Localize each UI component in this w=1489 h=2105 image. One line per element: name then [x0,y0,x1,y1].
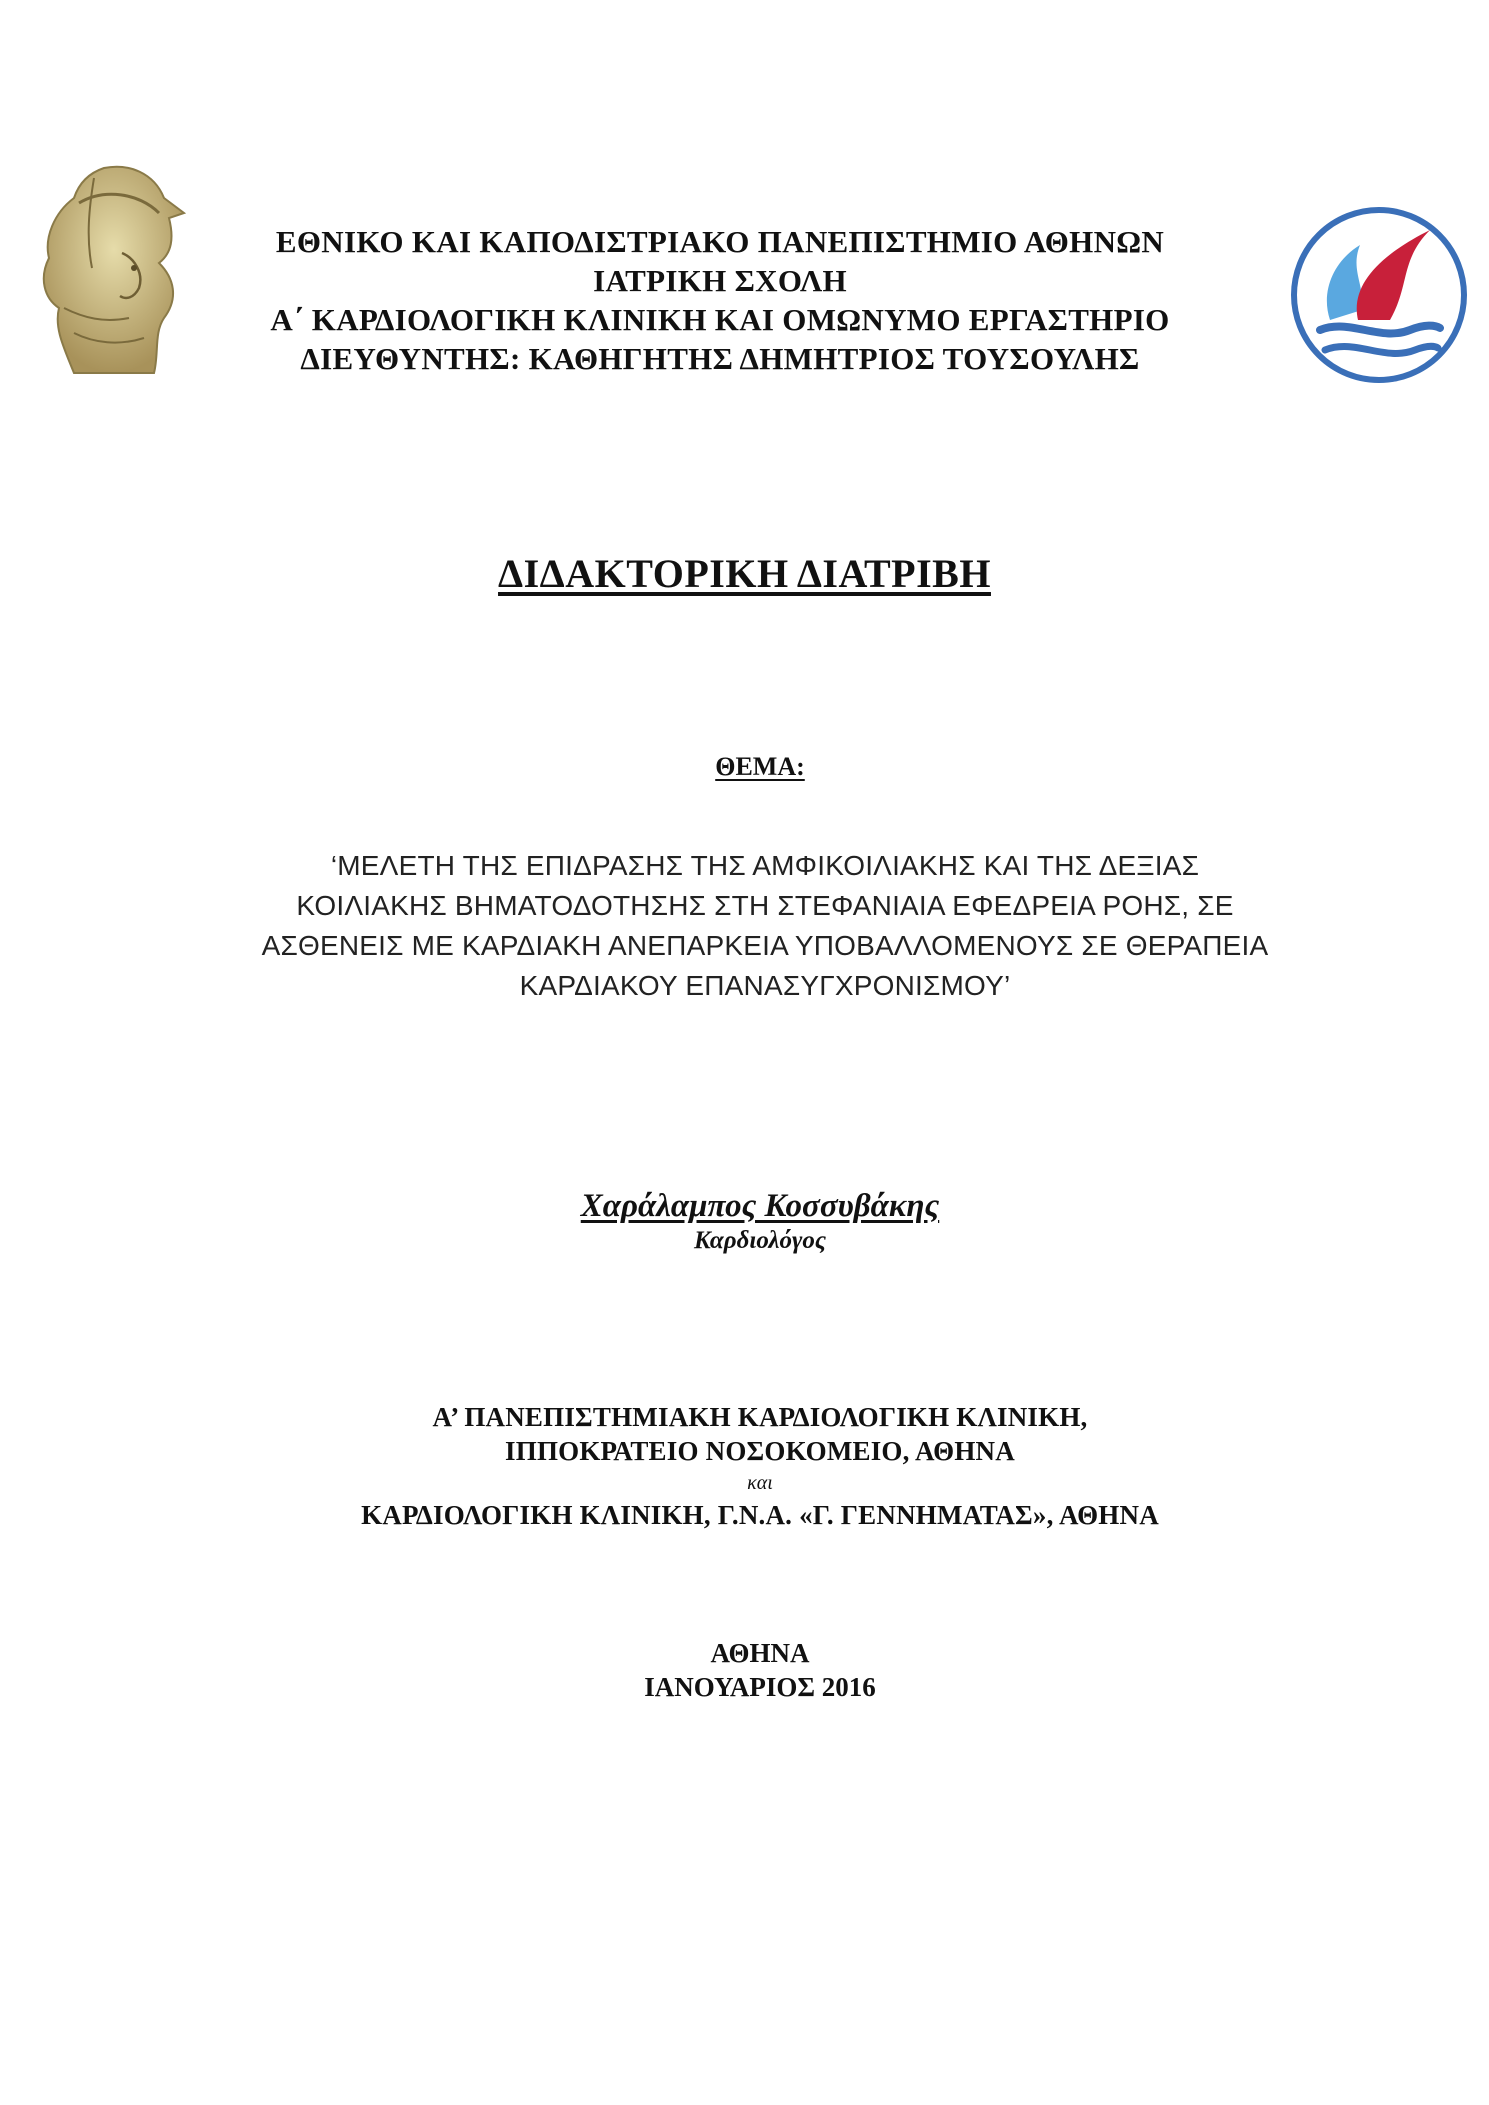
athena-helmet-logo [34,158,194,388]
cardiology-flame-logo [1290,200,1468,390]
institutions-block [0,1400,1489,1532]
document-title: ΔΙΔΑΚΤΟΡΙΚΗ ΔΙΑΤΡΙΒΗ [498,551,991,596]
university-name: ΕΘΝΙΚΟ ΚΑΙ ΚΑΠΟΔΙΣΤΡΙΑΚΟ ΠΑΝΕΠΙΣΤΗΜΙΟ ΑΘΗΝΩΝ [275,224,1165,259]
subject-line: ΚΑΡΔΙΑΚΟΥ ΕΠΑΝΑΣΥΓΧΡΟΝΙΣΜΟΥ’ [519,970,1011,1001]
subject-line: ‘ΜΕΛΕΤΗ ΤΗΣ ΕΠΙΔΡΑΣΗΣ ΤΗΣ ΑΜΦΙΚΟΙΛΙΑΚΗΣ ΚΑΙ ΤΗΣ ΔΕΞΙΑΣ [330,850,1200,881]
author-name: Χαράλαμπος Κοσσυβάκης [580,1188,940,1224]
subject-label: ΘΕΜΑ: [715,752,805,781]
place-date-block [0,1636,1489,1704]
director-line: ΔΙΕΥΘΥΝΤΗΣ: ΚΑΘΗΓΗΤΗΣ ΔΗΜΗΤΡΙΟΣ ΤΟΥΣΟΥΛΗΣ [300,341,1140,376]
date: ΙΑΝΟΥΑΡΙΟΣ 2016 [644,1672,876,1702]
subject-line: ΑΣΘΕΝΕΙΣ ΜΕ ΚΑΡΔΙΑΚΗ ΑΝΕΠΑΡΚΕΙΑ ΥΠΟΒΑΛΛΟΜΕΝΟΥΣ ΣΕ ΘΕΡΑΠΕΙΑ [261,930,1269,961]
city: ΑΘΗΝΑ [710,1638,810,1668]
document-header [200,222,1240,378]
clinic-name: Α΄ ΚΑΡΔΙΟΛΟΓΙΚΗ ΚΛΙΝΙΚΗ ΚΑΙ ΟΜΩΝΥΜΟ ΕΡΓΑΣΤΗΡΙΟ [270,302,1170,337]
institution-line: Α’ ΠΑΝΕΠΙΣΤΗΜΙΑΚΗ ΚΑΡΔΙΟΛΟΓΙΚΗ ΚΛΙΝΙΚΗ, [432,1402,1088,1432]
subject-line: ΚΟΙΛΙΑΚΗΣ ΒΗΜΑΤΟΔΟΤΗΣΗΣ ΣΤΗ ΣΤΕΦΑΝΙΑΙΑ ΕΦΕΔΡΕΙΑ ΡΟΗΣ, ΣΕ [296,890,1234,921]
institution-line: ΙΠΠΟΚΡΑΤΕΙΟ ΝΟΣΟΚΟΜΕΙΟ, ΑΘΗΝΑ [505,1436,1015,1466]
institution-line: ΚΑΡΔΙΟΛΟΓΙΚΗ ΚΛΙΝΙΚΗ, Γ.Ν.Α. «Γ. ΓΕΝΝΗΜΑΤΑΣ», ΑΘΗΝΑ [361,1500,1159,1530]
author-block [0,1188,1489,1255]
author-role: Καρδιολόγος [693,1227,827,1254]
conjunction-text: και [747,1472,773,1494]
thesis-subject [190,846,1340,1006]
school-name: ΙΑΤΡΙΚΗ ΣΧΟΛΗ [593,263,847,298]
